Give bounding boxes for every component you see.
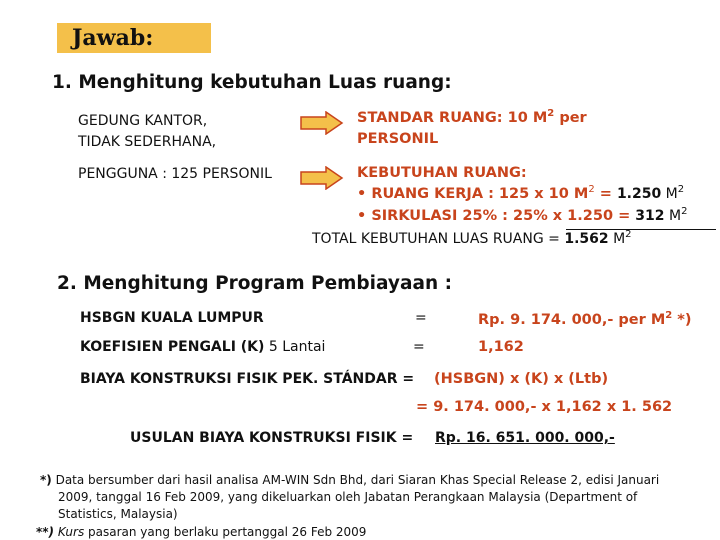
needs-title: KEBUTUHAN RUANG:: [357, 165, 527, 181]
footnote-1-line3: Statistics, Malaysia): [58, 507, 178, 521]
arrow-right-icon: [300, 166, 344, 190]
construction-cost-label: BIAYA KONSTRUKSI FISIK PEK. STÁNDAR =: [80, 371, 415, 387]
construction-cost-formula: (HSBGN) x (K) x (Ltb): [434, 371, 609, 387]
footnote-2: **) Kurs pasaran yang berlaku pertanggal 26 Feb 2009: [36, 525, 367, 539]
section2-title: 2. Menghitung Program Pembiayaan :: [57, 273, 452, 294]
circulation-row: • SIRKULASI 25% : 25% x 1.250 = 312 $M^2$: [357, 206, 688, 224]
building-type-line2: TIDAK SEDERHANA,: [78, 134, 217, 150]
arrow-right-icon: [300, 111, 344, 135]
coefficient-equals: =: [413, 339, 425, 355]
hsbgn-value: Rp. 9. 174. 000,- per $M^2$ *): [478, 310, 692, 328]
work-space-row: • RUANG KERJA : 125 x 10 $M^2 = 1.250$ $M^2$: [357, 184, 685, 202]
footnote-1-line2: 2009, tanggal 16 Feb 2009, yang dikeluarkan oleh Jabatan Perangkaan Malaysia (Department of: [58, 490, 638, 504]
coefficient-value: 1,162: [478, 339, 524, 355]
proposed-cost-label: USULAN BIAYA KONSTRUKSI FISIK =: [130, 430, 414, 446]
hsbgn-equals: =: [415, 310, 427, 326]
proposed-cost-value: Rp. 16. 651. 000. 000,-: [435, 430, 615, 446]
answer-label: Jawab:: [57, 23, 211, 53]
footnote-1-line1: *) Data bersumber dari hasil analisa AM-WIN Sdn Bhd, dari Siaran Khas Special Release 2, edisi Januari: [40, 473, 660, 487]
section1-title: 1. Menghitung kebutuhan Luas ruang:: [52, 72, 452, 93]
standard-line1: STANDAR RUANG: 10 $M^2$ per: [357, 108, 587, 126]
coefficient-row: KOEFISIEN PENGALI (K) 5 Lantai: [80, 339, 326, 355]
users-count: PENGGUNA : 125 PERSONIL: [78, 166, 272, 182]
hsbgn-label: HSBGN KUALA LUMPUR: [80, 310, 264, 326]
standard-line2: PERSONIL: [357, 131, 439, 147]
building-type-line1: GEDUNG KANTOR,: [78, 113, 208, 129]
total-row: TOTAL KEBUTUHAN LUAS RUANG = 1.562 $M^2$: [312, 229, 632, 247]
construction-cost-calculation: = 9. 174. 000,- x 1,162 x 1. 562: [416, 399, 673, 415]
